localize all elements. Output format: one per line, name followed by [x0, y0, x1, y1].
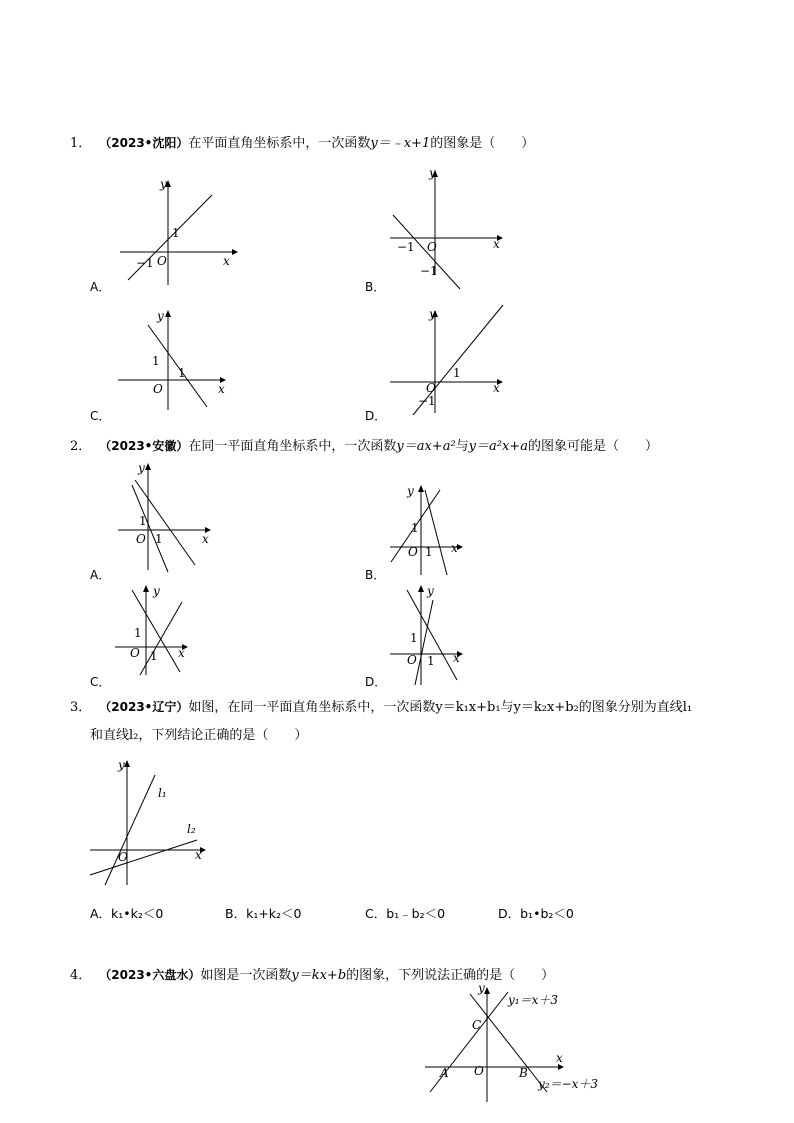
q2-stem — [70, 437, 658, 456]
q3-text-line2: 和直线l₂，下列结论正确的是（ ） — [90, 728, 308, 743]
q2-graph-d — [385, 580, 475, 690]
y-label: y — [157, 309, 164, 323]
q1-option-c[interactable]: C． — [90, 409, 111, 423]
q4-text-after: 的图象，下列说法正确的是（ ） — [346, 968, 555, 983]
x-label: x — [218, 382, 225, 396]
x-label: x — [453, 651, 460, 665]
x-label: x — [223, 254, 230, 268]
q2-graph-c — [110, 580, 200, 680]
C-label: C — [472, 1018, 482, 1032]
q3-answer-a[interactable]: A．k₁•k₂＜0 — [90, 906, 164, 921]
q3-answer-c[interactable]: C．b₁﹣b₂＜0 — [365, 906, 446, 921]
y-label: y — [429, 307, 436, 321]
y-label: y — [478, 981, 485, 995]
x-label: x — [195, 848, 202, 862]
one-label: 1 — [427, 654, 435, 668]
origin-label: O — [474, 1064, 484, 1078]
q1-graph-c — [110, 305, 240, 415]
neg-one-label: −1 — [420, 264, 438, 278]
neg-one-label: −1 — [397, 240, 415, 254]
q2-graph-a — [110, 460, 220, 580]
q1-source: （2023•沈阳） — [99, 136, 189, 150]
origin-label: O — [157, 254, 167, 268]
origin-label: O — [407, 653, 417, 667]
x-label: x — [451, 541, 458, 555]
x-label: x — [202, 532, 209, 546]
A-label: A — [440, 1066, 449, 1080]
y-label: y — [427, 584, 434, 598]
y-label: y — [153, 584, 160, 598]
neg-one-label: −1 — [136, 256, 154, 270]
origin-label: O — [118, 850, 128, 864]
origin-label: O — [426, 381, 436, 395]
q1-number: 1． — [70, 136, 92, 151]
q2-number: 2． — [70, 439, 92, 454]
l2-label: l₂ — [187, 822, 196, 836]
q3-text-line1: 如图，在同一平面直角坐标系中，一次函数y＝k₁x+b₁与y＝k₂x+b₂的图象分别为直线l₁ — [188, 700, 693, 715]
q1-stem — [70, 134, 534, 153]
q2-graph-b — [385, 480, 475, 580]
origin-label: O — [136, 532, 146, 546]
one-label: 1 — [425, 545, 433, 559]
y1-equation-label: y₁＝x＋3 — [508, 993, 558, 1007]
one-label: 1 — [152, 354, 160, 368]
y-label: y — [160, 177, 167, 191]
q3-stem-line2 — [90, 727, 307, 745]
q4-text-before: 如图是一次函数 — [200, 968, 292, 983]
x-label: x — [178, 646, 185, 660]
q2-option-c[interactable]: C． — [90, 675, 111, 689]
one-label: 1 — [411, 521, 419, 535]
q3-answer-b[interactable]: B．k₁+k₂＜0 — [225, 906, 302, 921]
q3-answer-d[interactable]: D．b₁•b₂＜0 — [498, 906, 574, 921]
q2-text-before: 在同一平面直角坐标系中，一次函数 — [188, 439, 397, 454]
one-label: 1 — [134, 626, 142, 640]
q3-stem-line1 — [70, 698, 692, 717]
x-label: x — [493, 381, 500, 395]
one-label: 1 — [155, 532, 163, 546]
one-label: 1 — [150, 649, 158, 663]
q2-mid: 与 — [455, 439, 469, 454]
one-label: 1 — [453, 366, 461, 380]
q2-option-d[interactable]: D． — [365, 675, 387, 689]
origin-label: O — [153, 382, 163, 396]
neg-one-label: −1 — [418, 394, 436, 408]
q1-text-after: 的图象是（ ） — [430, 136, 535, 151]
q2-option-a[interactable]: A． — [90, 568, 111, 582]
q2-formula2: y＝a²x+a — [468, 439, 528, 454]
origin-label: O — [408, 545, 418, 559]
q2-source: （2023•安徽） — [99, 439, 189, 453]
y-label: y — [118, 758, 125, 772]
q2-option-b[interactable]: B． — [365, 568, 386, 582]
q3-graph — [85, 755, 215, 890]
q1-graph-d — [385, 305, 515, 415]
B-label: B — [519, 1066, 528, 1080]
q1-option-a[interactable]: A． — [90, 280, 111, 294]
q1-option-b[interactable]: B． — [365, 280, 386, 294]
one-label: 1 — [178, 366, 186, 380]
q1-option-d[interactable]: D． — [365, 409, 387, 423]
q3-source: （2023•辽宁） — [99, 700, 189, 714]
q1-formula: y＝﹣x+1 — [370, 136, 431, 151]
one-label: 1 — [172, 226, 180, 240]
one-label: 1 — [410, 631, 418, 645]
x-label: x — [493, 237, 500, 251]
x-label: x — [556, 1051, 563, 1065]
origin-label: O — [130, 646, 140, 660]
q1-text-before: 在平面直角坐标系中，一次函数 — [188, 136, 371, 151]
q4-source: （2023•六盘水） — [99, 968, 201, 982]
q3-number: 3． — [70, 700, 92, 715]
y-label: y — [407, 484, 414, 498]
y-label: y — [429, 166, 436, 180]
y-label: y — [138, 461, 145, 475]
one-label: 1 — [139, 514, 147, 528]
q1-graph-b — [385, 165, 515, 295]
q4-graph — [420, 982, 620, 1107]
q2-text-after: 的图象可能是（ ） — [527, 439, 658, 454]
q2-formula1: y＝ax+a² — [396, 439, 456, 454]
origin-label: O — [427, 240, 437, 254]
y2-equation-label: y₂＝−x＋3 — [538, 1077, 599, 1091]
q4-number: 4． — [70, 968, 92, 983]
q1-graph-a — [110, 175, 240, 295]
q4-formula: y＝kx+b — [291, 968, 347, 983]
l1-label: l₁ — [158, 786, 167, 800]
